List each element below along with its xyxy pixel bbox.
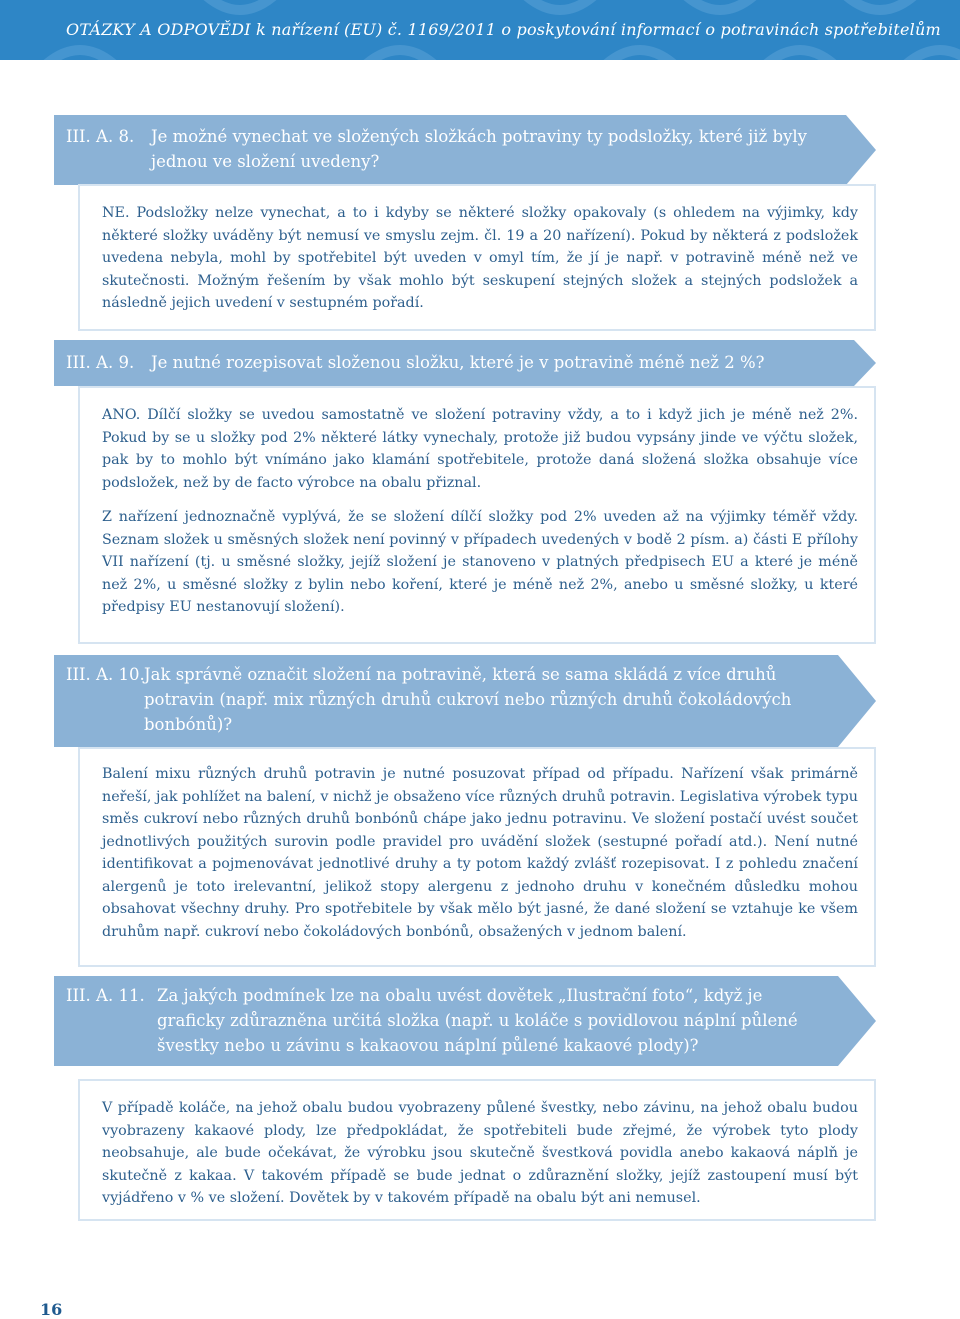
answer-paragraph: V případě koláče, na jehož obalu budou vyobrazeny půlené švestky, nebo závinu, na jehož obalu budou vyobrazeny kakaové plody, lze předpokládat, že spotřebiteli bude zřejmé, že výrobek tyto plody neobsahuje, ale bude očekávat, že výrobku jsou skutečně švestková povidla anebo kakaová náplň je skutečně z kakaa. V takovém případě se bude jednat o zdůraznění složky, jejíž zastoupení musí být vyjádřeno v % ve složení. Dovětek by v takovém případě na obalu být ani nemusel. <box>102 1100 858 1206</box>
page-number: 16 <box>40 1300 63 1319</box>
question-banner-8 <box>54 115 876 185</box>
answer-paragraph: Balení mixu různých druhů potravin je nutné posuzovat případ od případu. Nařízení však primárně neřeší, jak pohlížet na balení, v nichž je obsaženo více různých druhů potravin. Legislativa výrobek typu směs cukroví nebo různých druhů bonbónů chápe jako jednu potravinu. Ve složení postačí uvést součet jednotlivých použitých surovin podle pravidel pro uvádění složek (sestupné pořadí atd.). Není nutné identifikovat a pojmenovávat jednotlivé druhy a ty potom každý zvlášť rozepisovat. I z pohledu značení alergenů je toto irelevantní, jelikož stopy alergenu z jednoho druhu v konečném důsledku mohou obsahovat všechny druhy. Pro spotřebitele by však mělo být jasné, že dané složení se vztahuje ke všem druhům např. cukroví nebo čokoládových bonbónů, obsažených v jednom balení. <box>102 766 858 940</box>
question-number: III. A. 11. <box>66 986 145 1005</box>
answer-box-8 <box>78 184 876 331</box>
header-title: OTÁZKY A ODPOVĚDI k nařízení (EU) č. 1169/2011 o poskytování informací o potravinách spotřebitelům <box>66 20 941 39</box>
question-banner-10 <box>54 655 876 747</box>
answer-paragraph: NE. Podsložky nelze vynechat, a to i kdyby se některé složky opakovaly (s ohledem na výjimky, kdy některé složky uváděny být nemusí ve smyslu zejm. čl. 19 a 20 nařízení). Pokud by některá z podsložek uvedena nebyla, mohl by spotřebitel být uveden v omyl tím, že jí je např. v potravině méně než ve skutečnosti. Možným řešením by však mohlo být seskupení stejných složek a stejných podsložek a následně jejich uvedení v sestupném pořadí. <box>102 205 858 311</box>
answer-paragraph: Z nařízení jednoznačně vyplývá, že se složení dílčí složky pod 2% uveden až na výjimky téměř vždy. Seznam složek u směsných složek není povinný v případech uvedených v bodě 2 písm. a) části E přílohy VII nařízení (tj. u směsné složky, jejíž složení je stanoveno v platných předpisech EU a které je méně než 2%, u směsné složky z bylin nebo koření, které je méně než 2%, anebo u směsné složky, u které předpisy EU nestanovují složení). <box>102 509 858 615</box>
question-text: Je nutné rozepisovat složenou složku, které je v potravině méně než 2 %? <box>151 353 765 372</box>
answer-box-9 <box>78 386 876 644</box>
answer-box-11 <box>78 1079 876 1221</box>
question-text: Je možné vynechat ve složených složkách potraviny ty podsložky, které již byly jednou ve složení uvedeny? <box>151 127 807 171</box>
question-text: Jak správně označit složení na potravině, která se sama skládá z více druhů potravin (např. mix různých druhů cukroví nebo různých druhů čokoládových bonbónů)? <box>144 665 792 734</box>
answer-paragraph: ANO. Dílčí složky se uvedou samostatně ve složení potraviny vždy, a to i když jich je méně než 2%. Pokud by se u složky pod 2% některé látky vynechaly, protože již budou vypsány jinde ve výčtu složek, pak by to mohlo být vnímáno jako klamání spotřebitele, protože daná složená složka obsahuje více podsložek, než by de facto výrobce na obalu přiznal. <box>102 407 858 491</box>
question-banner-11 <box>54 976 876 1066</box>
question-number: III. A. 8. <box>66 127 135 146</box>
answer-box-10 <box>78 747 876 967</box>
question-number: III. A. 9. <box>66 353 135 372</box>
question-banner-9 <box>54 340 876 386</box>
question-number: III. A. 10. <box>66 665 145 684</box>
question-text: Za jakých podmínek lze na obalu uvést dovětek „Ilustrační foto“, když je graficky zdůrazněna určitá složka (např. u koláče s povidlovou náplní půlené švestky nebo u závinu s kakaovou náplní půlené kakaové plody)? <box>157 986 798 1055</box>
page-header <box>0 0 960 60</box>
